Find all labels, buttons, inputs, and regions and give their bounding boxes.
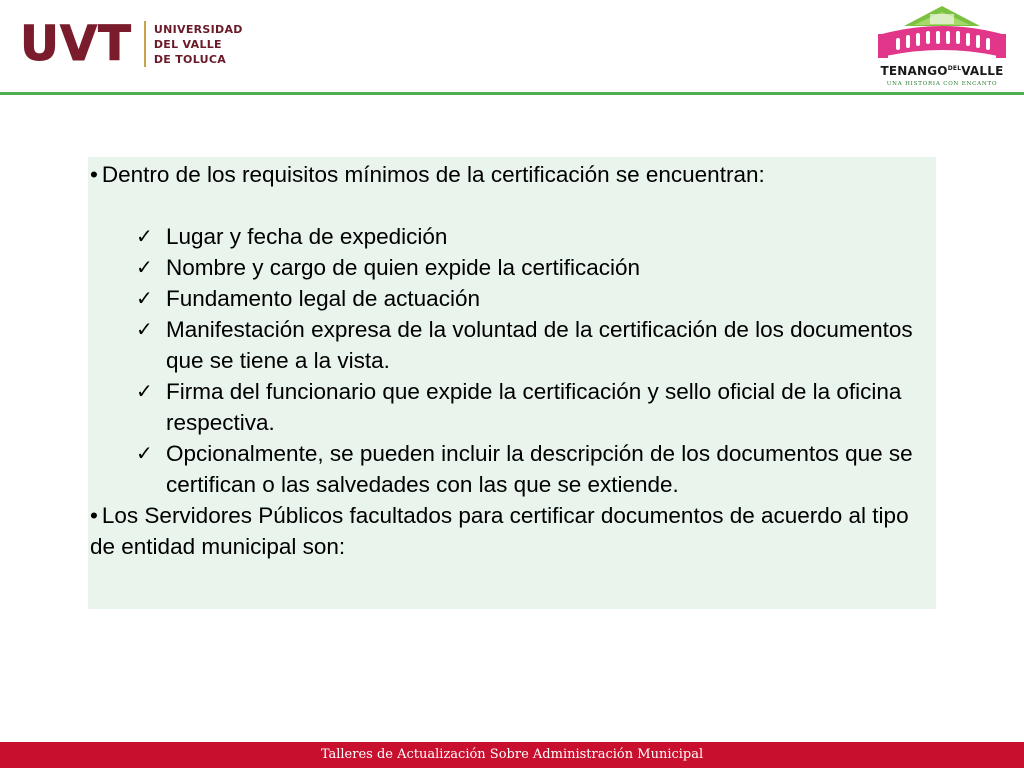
tenango-name-del: DEL [947,65,962,72]
checklist-item [136,438,930,500]
checklist-item [136,283,930,314]
footer-bar [0,742,1024,768]
check-icon: ✓ [136,441,153,465]
checklist-item [136,252,930,283]
checklist-item-text: Nombre y cargo de quien expide la certificación [166,255,641,280]
tenango-name-end: VALLE [961,64,1004,78]
intro-paragraph [90,159,930,190]
tenango-logo-name [872,64,1012,78]
uvt-logo-name [154,22,243,67]
header-rule [0,92,1024,95]
uvt-logo-divider [144,21,146,67]
header [0,0,1024,94]
content-box [88,157,936,609]
check-icon: ✓ [136,317,153,341]
uvt-logo [20,18,243,70]
requirements-checklist [90,221,930,500]
check-icon: ✓ [136,286,153,310]
checklist-item-text: Firma del funcionario que expide la certificación y sello oficial de la oficina respectiva. [166,379,902,435]
checklist-item-text: Manifestación expresa de la voluntad de la certificación de los documentos que se tiene a la vista. [166,317,913,373]
intro-text: Dentro de los requisitos mínimos de la certificación se encuentran: [101,162,765,187]
tenango-name-main: TENANGO [880,64,948,78]
checklist-item-text: Opcionalmente, se pueden incluir la descripción de los documentos que se certifican o las salvedades con las que se extiende. [166,441,913,497]
spacer [90,190,930,221]
closing-text: Los Servidores Públicos facultados para certificar documentos de acuerdo al tipo de entidad municipal son: [90,503,909,559]
uvt-name-line-1: UNIVERSIDAD [153,22,243,36]
checklist-item [136,376,930,438]
check-icon: ✓ [136,379,153,403]
check-icon: ✓ [136,224,153,248]
tenango-logo-tagline: UNA HISTORIA CON ENCANTO [886,81,998,87]
closing-bullet: • [90,503,98,528]
closing-paragraph [90,500,930,562]
checklist-item-text: Lugar y fecha de expedición [166,224,448,249]
checklist-item [136,314,930,376]
uvt-name-line-2: DEL VALLE [153,37,222,51]
tenango-logo [872,4,1012,90]
intro-bullet: • [90,162,98,187]
uvt-name-line-3: DE TOLUCA [153,52,227,66]
check-icon: ✓ [136,255,153,279]
checklist-item-text: Fundamento legal de actuación [166,286,480,311]
tenango-emblem-icon [872,4,1012,64]
checklist-item [136,221,930,252]
uvt-logo-letters: UVT [20,16,132,72]
footer-text: Talleres de Actualización Sobre Administración Municipal [320,747,704,762]
